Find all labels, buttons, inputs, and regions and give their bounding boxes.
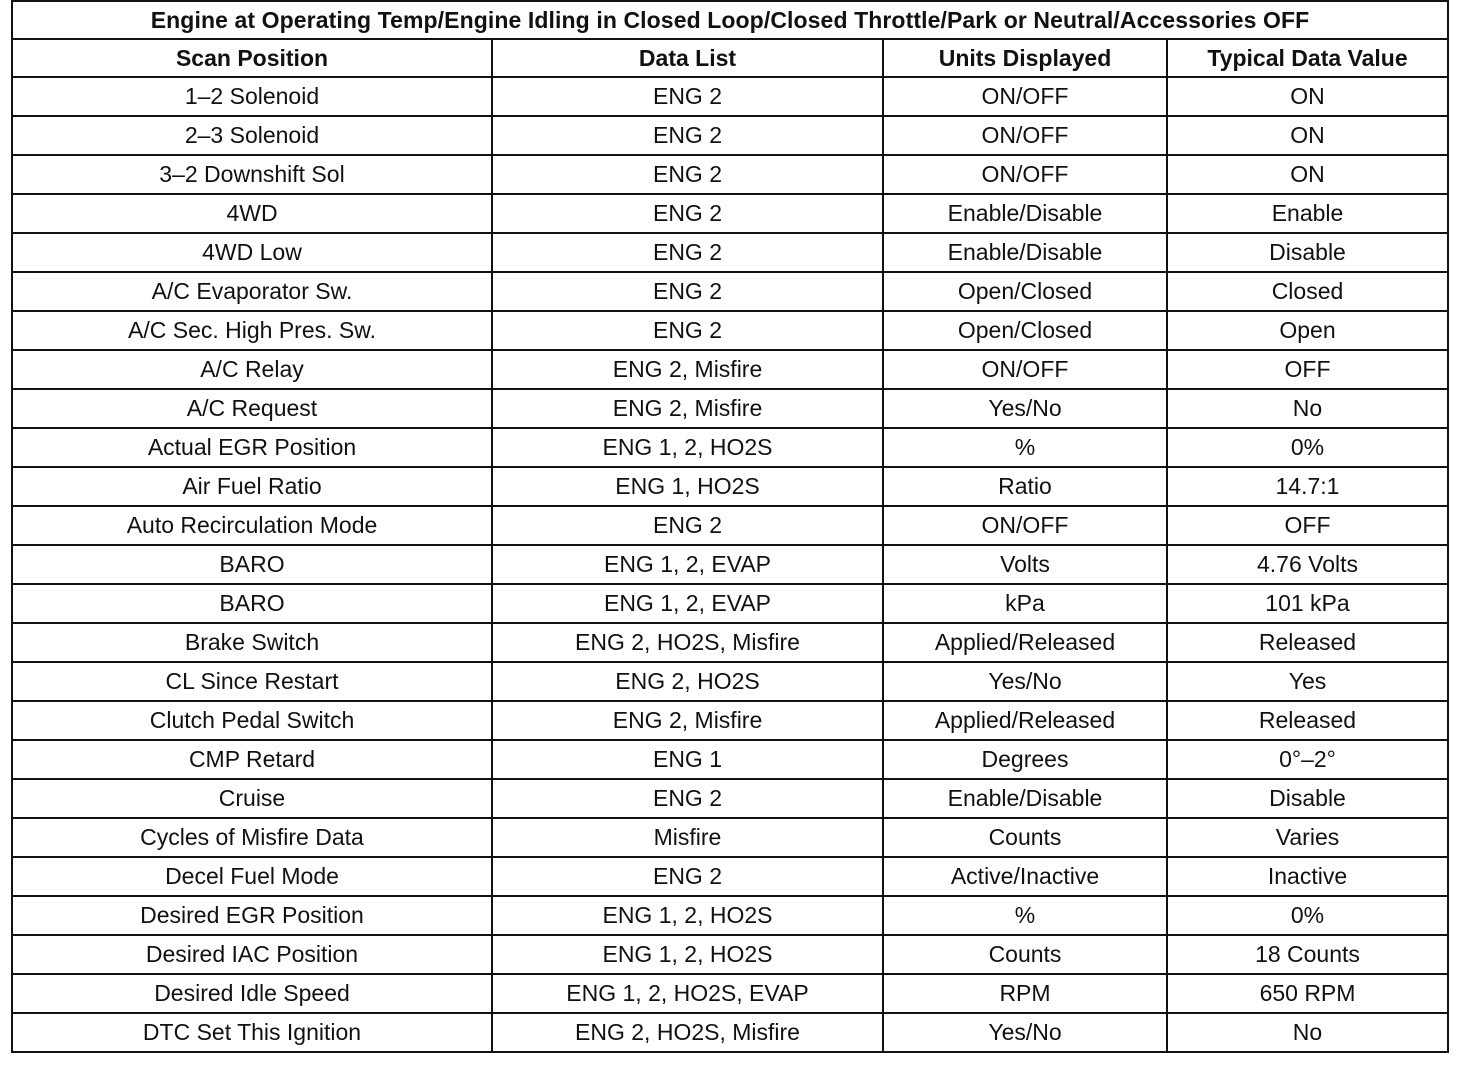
- table-row: [12, 1013, 1448, 1052]
- table-row: [12, 818, 1448, 857]
- scan-data-table: [11, 0, 1449, 1053]
- cell-scan-position: Cycles of Misfire Data: [12, 818, 492, 857]
- cell-scan-position: Air Fuel Ratio: [12, 467, 492, 506]
- header-typical-data-value: Typical Data Value: [1167, 39, 1448, 77]
- table-row: [12, 116, 1448, 155]
- table-row: [12, 857, 1448, 896]
- cell-units-displayed: %: [883, 428, 1167, 467]
- cell-data-list: ENG 2: [492, 116, 883, 155]
- cell-units-displayed: Open/Closed: [883, 311, 1167, 350]
- cell-units-displayed: Active/Inactive: [883, 857, 1167, 896]
- table-row: [12, 506, 1448, 545]
- table-row: [12, 467, 1448, 506]
- table-body: [12, 77, 1448, 1052]
- table-row: [12, 77, 1448, 116]
- cell-typical-data-value: ON: [1167, 77, 1448, 116]
- cell-typical-data-value: OFF: [1167, 506, 1448, 545]
- cell-typical-data-value: Disable: [1167, 779, 1448, 818]
- cell-scan-position: A/C Evaporator Sw.: [12, 272, 492, 311]
- cell-scan-position: DTC Set This Ignition: [12, 1013, 492, 1052]
- header-scan-position: Scan Position: [12, 39, 492, 77]
- header-data-list: Data List: [492, 39, 883, 77]
- cell-typical-data-value: ON: [1167, 155, 1448, 194]
- table-row: [12, 350, 1448, 389]
- cell-units-displayed: Counts: [883, 818, 1167, 857]
- cell-data-list: ENG 2, Misfire: [492, 350, 883, 389]
- cell-scan-position: A/C Sec. High Pres. Sw.: [12, 311, 492, 350]
- cell-scan-position: BARO: [12, 584, 492, 623]
- cell-typical-data-value: Inactive: [1167, 857, 1448, 896]
- cell-data-list: ENG 2: [492, 194, 883, 233]
- table-row: [12, 272, 1448, 311]
- cell-scan-position: Desired IAC Position: [12, 935, 492, 974]
- cell-units-displayed: ON/OFF: [883, 116, 1167, 155]
- cell-data-list: ENG 1, 2, HO2S: [492, 428, 883, 467]
- cell-data-list: ENG 2, HO2S, Misfire: [492, 1013, 883, 1052]
- table-row: [12, 662, 1448, 701]
- cell-units-displayed: ON/OFF: [883, 155, 1167, 194]
- cell-units-displayed: kPa: [883, 584, 1167, 623]
- cell-typical-data-value: Enable: [1167, 194, 1448, 233]
- cell-typical-data-value: Released: [1167, 623, 1448, 662]
- table-row: [12, 974, 1448, 1013]
- table-header-row: [12, 39, 1448, 77]
- table-row: [12, 311, 1448, 350]
- cell-units-displayed: Enable/Disable: [883, 233, 1167, 272]
- header-units-displayed: Units Displayed: [883, 39, 1167, 77]
- cell-scan-position: 4WD Low: [12, 233, 492, 272]
- cell-units-displayed: ON/OFF: [883, 77, 1167, 116]
- cell-data-list: ENG 2: [492, 233, 883, 272]
- cell-units-displayed: Volts: [883, 545, 1167, 584]
- cell-typical-data-value: Disable: [1167, 233, 1448, 272]
- cell-scan-position: Cruise: [12, 779, 492, 818]
- cell-units-displayed: Degrees: [883, 740, 1167, 779]
- cell-data-list: ENG 2: [492, 857, 883, 896]
- table-row: [12, 623, 1448, 662]
- cell-units-displayed: RPM: [883, 974, 1167, 1013]
- cell-typical-data-value: 650 RPM: [1167, 974, 1448, 1013]
- cell-units-displayed: %: [883, 896, 1167, 935]
- cell-data-list: ENG 2: [492, 77, 883, 116]
- cell-data-list: ENG 1, 2, HO2S: [492, 896, 883, 935]
- table-row: [12, 428, 1448, 467]
- table-row: [12, 896, 1448, 935]
- cell-units-displayed: Applied/Released: [883, 701, 1167, 740]
- cell-scan-position: Decel Fuel Mode: [12, 857, 492, 896]
- cell-typical-data-value: 4.76 Volts: [1167, 545, 1448, 584]
- cell-scan-position: 4WD: [12, 194, 492, 233]
- table-row: [12, 740, 1448, 779]
- table-row: [12, 155, 1448, 194]
- cell-data-list: ENG 1, 2, EVAP: [492, 545, 883, 584]
- cell-units-displayed: Counts: [883, 935, 1167, 974]
- cell-typical-data-value: Yes: [1167, 662, 1448, 701]
- cell-units-displayed: Yes/No: [883, 662, 1167, 701]
- cell-typical-data-value: 0%: [1167, 896, 1448, 935]
- cell-typical-data-value: 101 kPa: [1167, 584, 1448, 623]
- cell-typical-data-value: Closed: [1167, 272, 1448, 311]
- table-row: [12, 389, 1448, 428]
- cell-typical-data-value: 0°–2°: [1167, 740, 1448, 779]
- cell-units-displayed: Applied/Released: [883, 623, 1167, 662]
- cell-data-list: ENG 2, HO2S: [492, 662, 883, 701]
- cell-units-displayed: ON/OFF: [883, 506, 1167, 545]
- cell-data-list: Misfire: [492, 818, 883, 857]
- cell-data-list: ENG 1, HO2S: [492, 467, 883, 506]
- cell-data-list: ENG 2: [492, 311, 883, 350]
- table-row: [12, 584, 1448, 623]
- cell-data-list: ENG 1, 2, HO2S, EVAP: [492, 974, 883, 1013]
- table-row: [12, 545, 1448, 584]
- cell-data-list: ENG 2, Misfire: [492, 701, 883, 740]
- cell-scan-position: Desired EGR Position: [12, 896, 492, 935]
- cell-data-list: ENG 2: [492, 155, 883, 194]
- cell-data-list: ENG 1: [492, 740, 883, 779]
- cell-units-displayed: ON/OFF: [883, 350, 1167, 389]
- cell-typical-data-value: Released: [1167, 701, 1448, 740]
- table-row: [12, 194, 1448, 233]
- cell-data-list: ENG 2: [492, 272, 883, 311]
- cell-scan-position: Clutch Pedal Switch: [12, 701, 492, 740]
- cell-data-list: ENG 2, Misfire: [492, 389, 883, 428]
- cell-typical-data-value: 18 Counts: [1167, 935, 1448, 974]
- cell-data-list: ENG 2: [492, 779, 883, 818]
- cell-units-displayed: Enable/Disable: [883, 779, 1167, 818]
- table-row: [12, 779, 1448, 818]
- table-caption: Engine at Operating Temp/Engine Idling in Closed Loop/Closed Throttle/Park or Neutral/Accessories OFF: [12, 1, 1448, 39]
- table-row: [12, 701, 1448, 740]
- cell-typical-data-value: No: [1167, 389, 1448, 428]
- cell-typical-data-value: OFF: [1167, 350, 1448, 389]
- cell-typical-data-value: 14.7:1: [1167, 467, 1448, 506]
- cell-scan-position: Desired Idle Speed: [12, 974, 492, 1013]
- cell-scan-position: CL Since Restart: [12, 662, 492, 701]
- cell-scan-position: Actual EGR Position: [12, 428, 492, 467]
- cell-typical-data-value: No: [1167, 1013, 1448, 1052]
- cell-data-list: ENG 1, 2, EVAP: [492, 584, 883, 623]
- cell-typical-data-value: Varies: [1167, 818, 1448, 857]
- cell-scan-position: CMP Retard: [12, 740, 492, 779]
- cell-units-displayed: Open/Closed: [883, 272, 1167, 311]
- cell-scan-position: 2–3 Solenoid: [12, 116, 492, 155]
- cell-scan-position: Brake Switch: [12, 623, 492, 662]
- cell-data-list: ENG 2: [492, 506, 883, 545]
- cell-units-displayed: Yes/No: [883, 389, 1167, 428]
- cell-scan-position: A/C Relay: [12, 350, 492, 389]
- cell-units-displayed: Ratio: [883, 467, 1167, 506]
- cell-scan-position: 3–2 Downshift Sol: [12, 155, 492, 194]
- scan-data-table-sheet: [11, 0, 1447, 1053]
- cell-typical-data-value: ON: [1167, 116, 1448, 155]
- table-row: [12, 233, 1448, 272]
- cell-scan-position: BARO: [12, 545, 492, 584]
- cell-scan-position: A/C Request: [12, 389, 492, 428]
- cell-typical-data-value: 0%: [1167, 428, 1448, 467]
- cell-typical-data-value: Open: [1167, 311, 1448, 350]
- cell-data-list: ENG 1, 2, HO2S: [492, 935, 883, 974]
- cell-scan-position: Auto Recirculation Mode: [12, 506, 492, 545]
- cell-units-displayed: Yes/No: [883, 1013, 1167, 1052]
- table-row: [12, 935, 1448, 974]
- cell-scan-position: 1–2 Solenoid: [12, 77, 492, 116]
- table-caption-row: [12, 1, 1448, 39]
- cell-data-list: ENG 2, HO2S, Misfire: [492, 623, 883, 662]
- cell-units-displayed: Enable/Disable: [883, 194, 1167, 233]
